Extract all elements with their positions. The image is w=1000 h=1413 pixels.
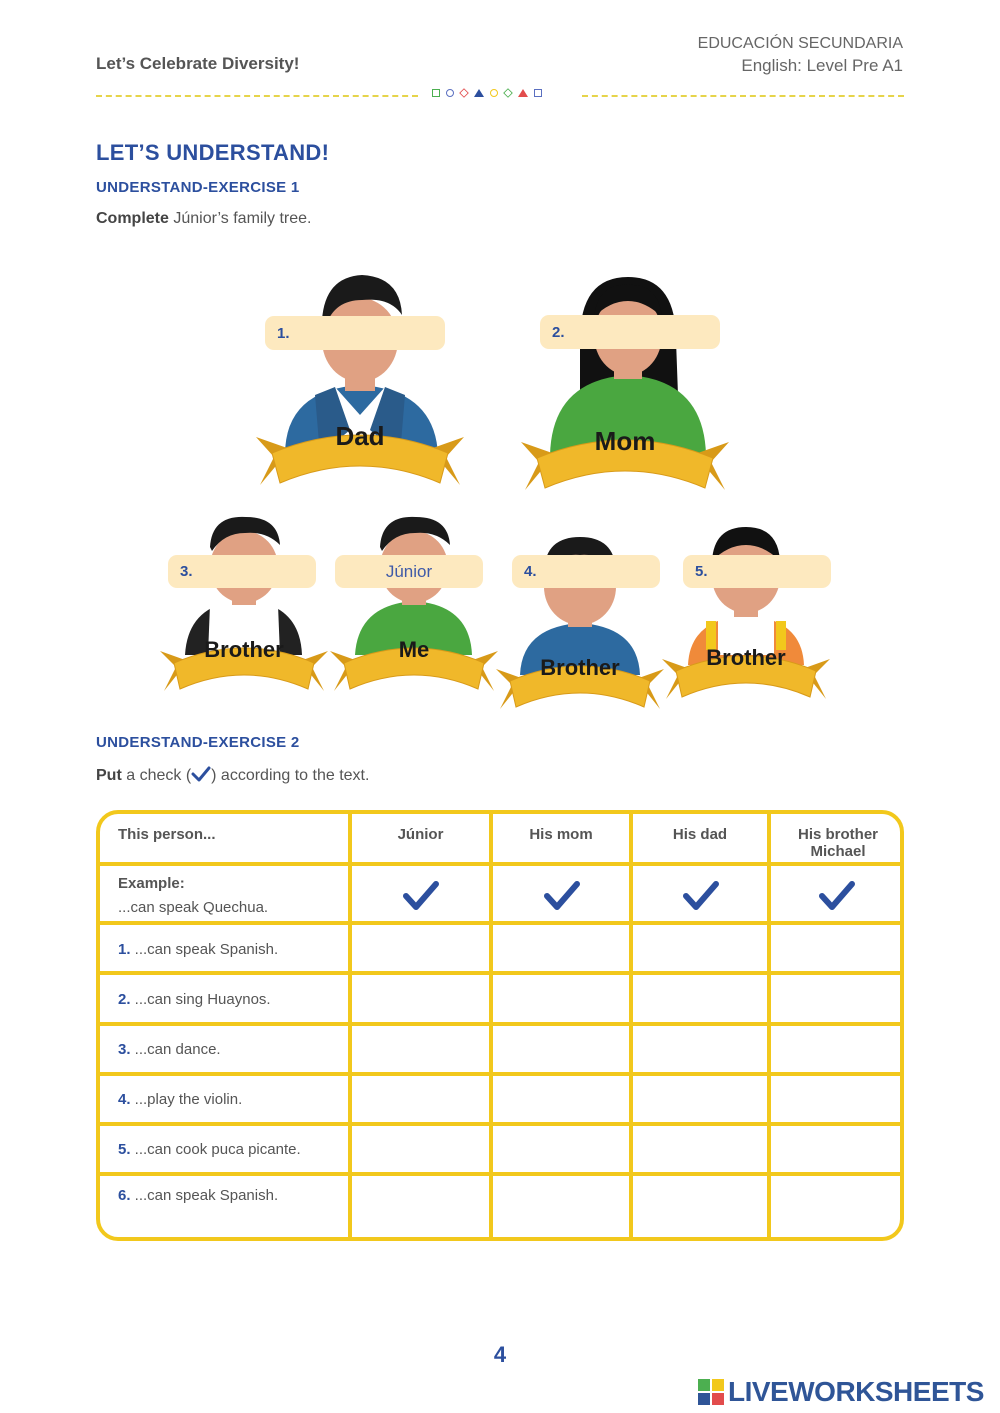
check-icon — [543, 880, 581, 912]
triangle-icon — [474, 89, 484, 97]
example-row-label: Example: ...can speak Quechua. — [118, 875, 269, 916]
triangle-icon — [518, 89, 528, 97]
check-cell-row3-junior[interactable] — [352, 1026, 489, 1072]
check-cell-row1-junior[interactable] — [352, 925, 489, 971]
header-divider-right — [582, 95, 904, 97]
brother-4-ribbon — [496, 655, 664, 709]
answer-field-brother-4[interactable]: 4. — [512, 555, 660, 588]
check-cell-row6-junior[interactable] — [352, 1176, 489, 1241]
check-cell-row1-michael[interactable] — [771, 925, 904, 971]
exercise-2-instruction: Put a check ( ) according to the text. — [96, 767, 370, 784]
ribbon-label-brother-3: Brother — [204, 637, 284, 662]
diamond-icon — [503, 88, 513, 98]
family-tree-illustration — [150, 255, 850, 725]
check-cell-row5-mom[interactable] — [493, 1126, 629, 1172]
table-row-label-4: 4. ...play the violin. — [118, 1091, 243, 1108]
answer-field-dad[interactable]: 1. — [265, 316, 445, 350]
exercise-1-title: UNDERSTAND-EXERCISE 1 — [96, 179, 300, 196]
check-cell-row6-mom[interactable] — [493, 1176, 629, 1241]
table-divider — [100, 862, 904, 866]
check-cell-row2-junior[interactable] — [352, 975, 489, 1022]
check-cell-row2-dad[interactable] — [633, 975, 767, 1022]
liveworksheets-brand: LIVEWORKSHEETS — [728, 1376, 984, 1407]
answer-field-mom[interactable]: 2. — [540, 315, 720, 349]
check-icon — [818, 880, 856, 912]
check-cell-row5-dad[interactable] — [633, 1126, 767, 1172]
ribbon-label-brother-5: Brother — [706, 645, 786, 670]
square-icon — [534, 89, 542, 97]
answer-field-brother-5[interactable]: 5. — [683, 555, 831, 588]
check-cell-row4-mom[interactable] — [493, 1076, 629, 1122]
header-divider-left — [96, 95, 418, 97]
check-cell-row3-mom[interactable] — [493, 1026, 629, 1072]
page-number: 4 — [493, 1342, 507, 1367]
worksheet-title: Let’s Celebrate Diversity! — [96, 54, 300, 73]
table-row-label-2: 2. ...can sing Huaynos. — [118, 991, 271, 1008]
table-row-label-1: 1. ...can speak Spanish. — [118, 941, 279, 958]
column-header-mom: His mom — [529, 826, 593, 843]
check-cell-row1-mom[interactable] — [493, 925, 629, 971]
ribbon-label-me: Me — [398, 637, 430, 662]
check-cell-row6-michael[interactable] — [771, 1176, 904, 1241]
check-cell-row5-junior[interactable] — [352, 1126, 489, 1172]
exercise-2-title: UNDERSTAND-EXERCISE 2 — [96, 734, 300, 751]
column-header-person: This person... — [118, 826, 216, 843]
circle-icon — [446, 89, 454, 97]
check-cell-row6-dad[interactable] — [633, 1176, 767, 1241]
check-cell-row4-dad[interactable] — [633, 1076, 767, 1122]
liveworksheets-logo-icon — [698, 1379, 724, 1405]
check-table — [96, 810, 904, 1241]
check-icon — [402, 880, 440, 912]
decorative-shapes — [432, 89, 542, 97]
check-cell-row5-michael[interactable] — [771, 1126, 904, 1172]
table-row-label-5: 5. ...can cook puca picante. — [118, 1141, 301, 1158]
answer-field-brother-3[interactable]: 3. — [168, 555, 316, 588]
column-header-michael: His brother Michael — [797, 826, 878, 860]
exercise-1-instruction: Complete Júnior’s family tree. — [96, 210, 312, 227]
brother-3-ribbon — [160, 637, 328, 691]
column-header-junior: Júnior — [397, 826, 444, 843]
check-cell-row1-dad[interactable] — [633, 925, 767, 971]
me-ribbon — [330, 637, 498, 691]
table-row-label-6: 6. ...can speak Spanish. — [118, 1187, 279, 1204]
ribbon-label-dad: Dad — [335, 421, 385, 451]
liveworksheets-logo — [698, 1376, 984, 1408]
ribbon-label-mom: Mom — [594, 426, 656, 456]
square-icon — [432, 89, 440, 97]
answer-field-junior: Júnior — [335, 555, 483, 588]
diamond-icon — [459, 88, 469, 98]
check-cell-row2-mom[interactable] — [493, 975, 629, 1022]
brother-5-ribbon — [662, 645, 830, 699]
check-icon — [682, 880, 720, 912]
section-title: LET’S UNDERSTAND! — [96, 140, 330, 165]
check-cell-row4-michael[interactable] — [771, 1076, 904, 1122]
check-icon — [191, 766, 211, 782]
column-header-dad: His dad — [672, 826, 728, 843]
level-line-1: EDUCACIÓN SECUNDARIA — [697, 35, 903, 52]
circle-icon — [490, 89, 498, 97]
check-cell-row3-michael[interactable] — [771, 1026, 904, 1072]
check-cell-row4-junior[interactable] — [352, 1076, 489, 1122]
table-row-label-3: 3. ...can dance. — [118, 1041, 221, 1058]
level-info — [698, 33, 903, 77]
check-cell-row2-michael[interactable] — [771, 975, 904, 1022]
level-line-2: English: Level Pre A1 — [741, 56, 903, 75]
ribbon-label-brother-4: Brother — [540, 655, 620, 680]
check-cell-row3-dad[interactable] — [633, 1026, 767, 1072]
